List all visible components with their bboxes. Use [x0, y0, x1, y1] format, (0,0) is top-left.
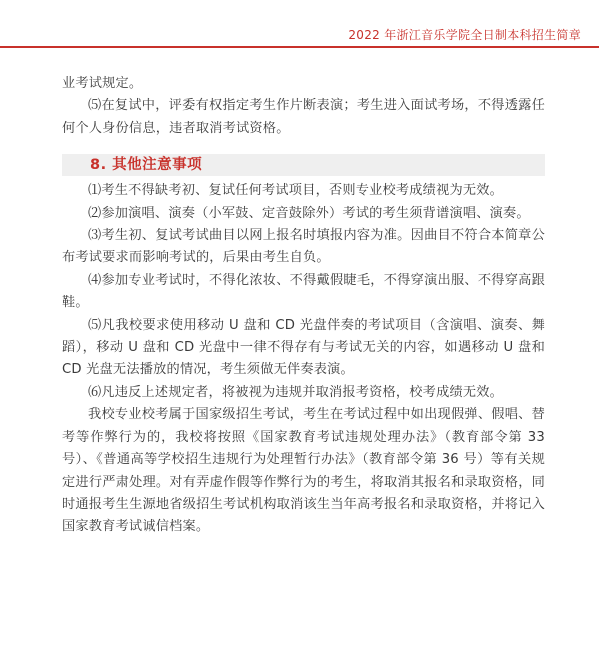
previous-item-5: ⑸在复试中，评委有权指定考生作片断表演；考生进入面试考场，不得透露任何个人身份信息，违者取消考试资格。: [62, 98, 545, 136]
carryover-line: 业考试规定。: [62, 76, 143, 91]
list-item: ⑶考生初、复试考试曲目以网上报名时填报内容为准。因曲目不符合本简章公布考试要求而影响考试的，后果由考生自负。: [62, 228, 545, 266]
list-item: ⑷参加专业考试时，不得化浓妆、不得戴假睫毛，不得穿演出服、不得穿高跟鞋。: [62, 272, 545, 311]
list-item: ⑸凡我校要求使用移动 U 盘和 CD 光盘伴奏的考试项目（含演唱、演奏、舞蹈），移动 U 盘和 CD 光盘中一律不得存有与考试无关的内容，如遇移动 U 盘和 CD 光盘无法播放的情况，考生须做无伴奏表演。: [62, 317, 545, 378]
page-header-title: 2022 年浙江音乐学院全日制本科招生简章: [348, 28, 581, 42]
header-divider: [0, 46, 599, 48]
closing-paragraph: 我校专业校考属于国家级招生考试，考生在考试过程中如出现假弹、假唱、替考等作弊行为的，我校将按照《国家教育考试违规处理办法》（教育部令第 33 号）、《普通高等学校招生违规行为处理暂行办法》（教育部令第 36 号）等有关规定进行严肃处理。对有弄虚作假等作弊行为的考生，将取消其报名和录取资格，同时通报考生生源地省级招生考试机构取消该生当年高考报名和录取资格，并将记入国家教育考试诚信档案。: [62, 407, 545, 535]
list-item: ⑹凡违反上述规定者，将被视为违规并取消报考资格，校考成绩无效。: [88, 384, 504, 400]
document-body: [62, 73, 545, 539]
list-item: ⑵参加演唱、演奏（小军鼓、定音鼓除外）考试的考生须背谱演唱、演奏。: [88, 205, 530, 221]
section-heading: 8. 其他注意事项: [62, 154, 545, 176]
list-item: ⑴考生不得缺考初、复试任何考试项目，否则专业校考成绩视为无效。: [88, 183, 504, 199]
